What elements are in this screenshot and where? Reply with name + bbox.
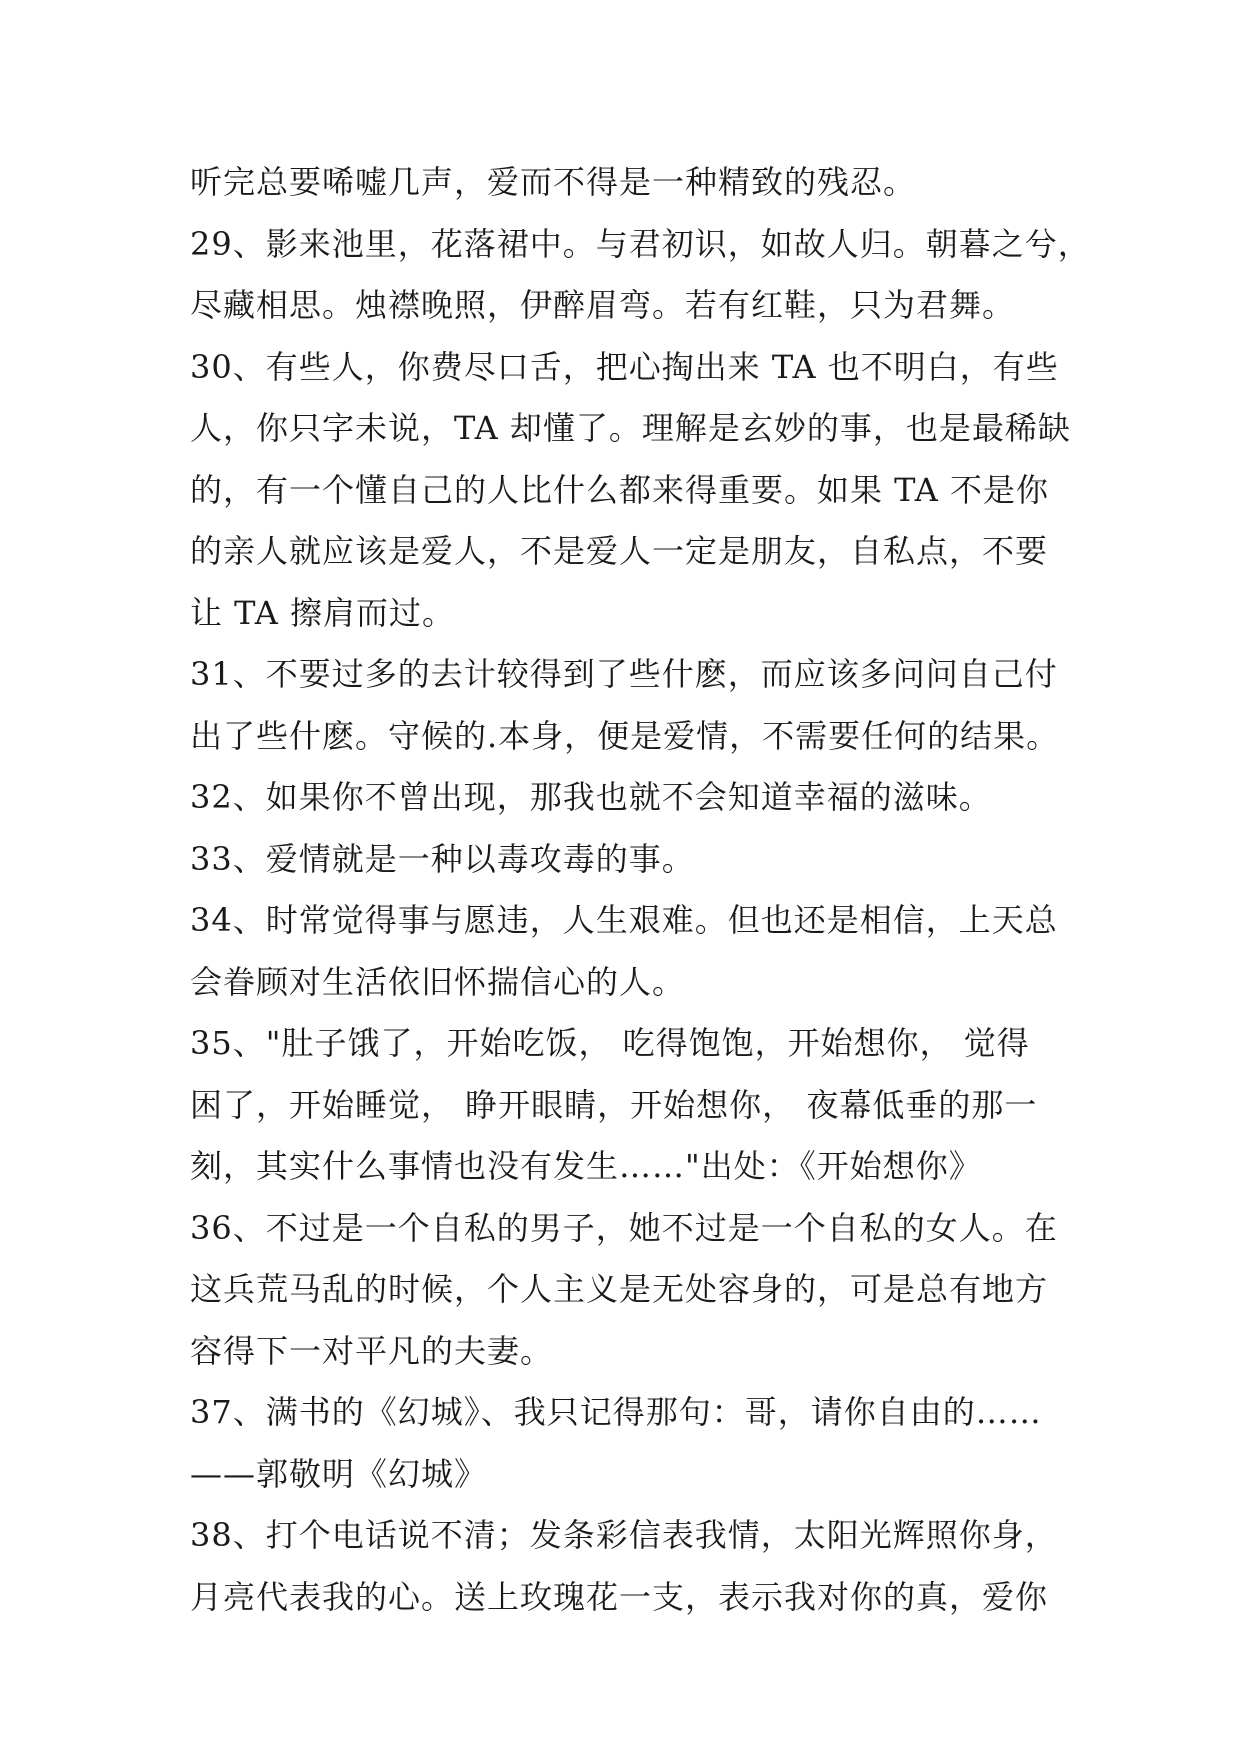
text-line: 人，你只字未说，TA 却懂了。理解是玄妙的事，也是最稀缺: [190, 409, 1071, 447]
text-line: 月亮代表我的心。送上玫瑰花一支，表示我对你的真，爱你: [190, 1577, 1049, 1616]
text-line: 困了，开始睡觉， 睁开眼睛，开始想你， 夜幕低垂的那一: [190, 1085, 1038, 1124]
text-line: 会眷顾对生活依旧怀揣信心的人。: [190, 962, 686, 1001]
text-line: 29、影来池里，花落裙中。与君初识，如故人归。朝暮之兮，: [190, 224, 1091, 263]
text-line: 的亲人就应该是爱人，不是爱人一定是朋友，自私点，不要: [190, 532, 1049, 570]
text-line: 30、有些人，你费尽口舌，把心掏出来 TA 也不明白，有些: [190, 347, 1059, 386]
text-line: 32、如果你不曾出现，那我也就不会知道幸福的滋味。: [190, 778, 992, 816]
text-line: 听完总要唏嘘几声，爱而不得是一种精致的残忍。: [190, 163, 917, 201]
text-line: 这兵荒马乱的时候，个人主义是无处容身的，可是总有地方: [190, 1270, 1049, 1308]
text-line: 36、不过是一个自私的男子，她不过是一个自私的女人。在: [190, 1208, 1058, 1247]
text-line: 37、满书的《幻城》、我只记得那句：哥，请你自由的……: [190, 1393, 1042, 1431]
text-line: 38、打个电话说不清；发条彩信表我情，太阳光辉照你身，: [190, 1516, 1058, 1554]
text-line: 尽藏相思。烛襟晚照，伊醉眉弯。若有红鞋，只为君舞。: [190, 286, 1016, 324]
text-line: 33、爱情就是一种以毒攻毒的事。: [190, 839, 695, 878]
text-line: 31、不要过多的去计较得到了些什麽，而应该多问问自己付: [190, 655, 1058, 693]
text-line: 出了些什麽。守候的.本身，便是爱情，不需要任何的结果。: [190, 716, 1060, 755]
text-line: 35、"肚子饿了，开始吃饭， 吃得饱饱，开始想你， 觉得: [190, 1024, 1030, 1062]
text-line: 容得下一对平凡的夫妻。: [190, 1331, 554, 1370]
text-line: 刻，其实什么事情也没有发生……"出处：《开始想你》: [190, 1147, 982, 1185]
text-line: 让 TA 擦肩而过。: [190, 593, 456, 632]
document-body: [190, 152, 1091, 1628]
text-line: ——郭敬明《幻城》: [190, 1454, 488, 1493]
text-line: 34、时常觉得事与愿违，人生艰难。但也还是相信，上天总: [190, 901, 1058, 939]
text-line: 的，有一个懂自己的人比什么都来得重要。如果 TA 不是你: [190, 470, 1050, 509]
